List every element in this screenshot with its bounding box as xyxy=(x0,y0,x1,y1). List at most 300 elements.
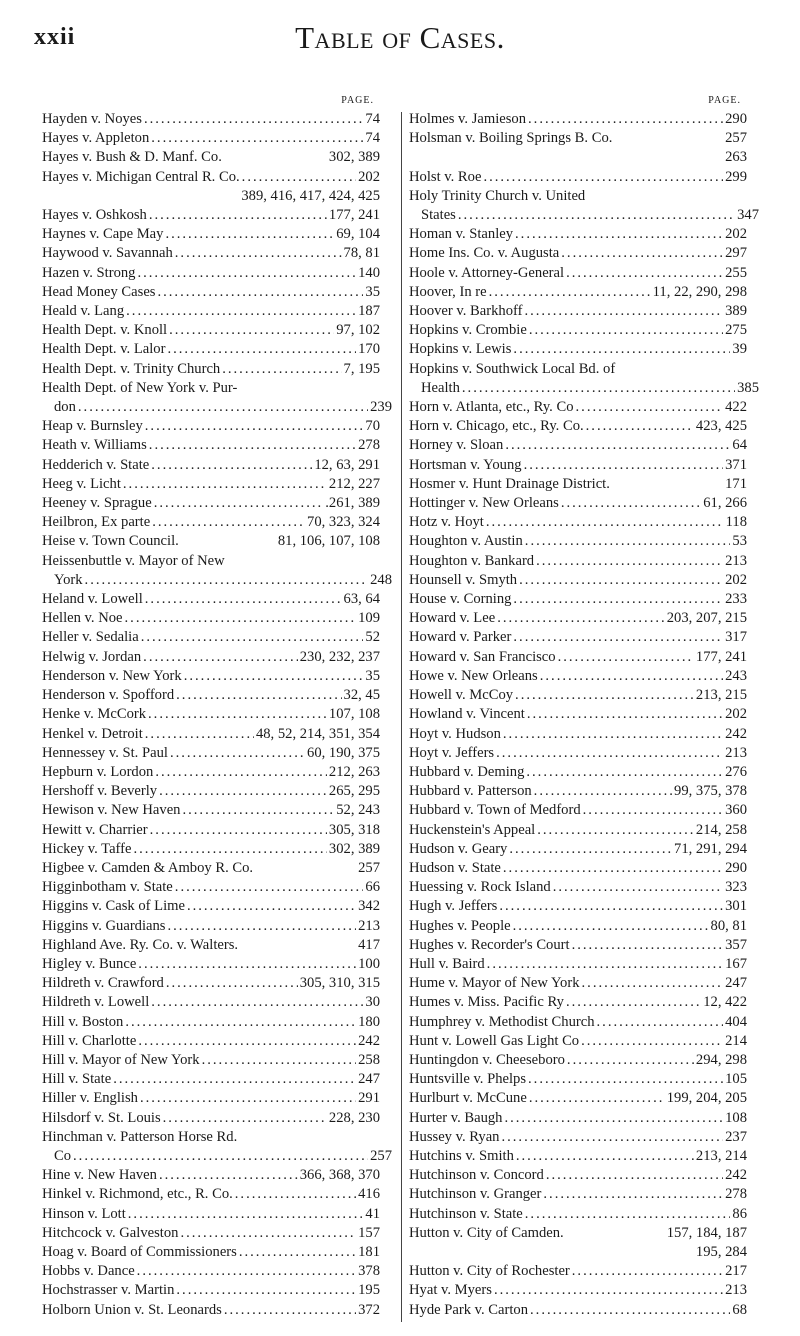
case-entry xyxy=(42,821,380,840)
case-pages: 80, 81 xyxy=(710,917,747,934)
case-entry xyxy=(42,628,380,647)
dot-leader xyxy=(515,225,723,244)
case-entry xyxy=(409,686,747,705)
case-pages: 233 xyxy=(725,591,747,608)
case-name: Hutchinson v. State xyxy=(409,1205,523,1222)
dot-leader xyxy=(516,1147,694,1166)
dot-leader xyxy=(159,1166,298,1185)
case-entry xyxy=(409,1224,747,1243)
dot-leader xyxy=(141,628,364,647)
case-pages: 109 xyxy=(358,610,380,627)
case-name: House v. Corning xyxy=(409,591,512,608)
case-pages: 265, 295 xyxy=(328,783,380,800)
case-entry xyxy=(409,725,747,744)
case-pages: 170 xyxy=(358,341,380,358)
case-entry xyxy=(42,283,380,302)
case-name: Huntingdon v. Cheeseboro xyxy=(409,1051,565,1068)
dot-leader xyxy=(586,417,694,436)
right-column xyxy=(409,92,759,1320)
dot-leader xyxy=(176,686,341,705)
dot-leader xyxy=(503,859,723,878)
case-entry xyxy=(409,244,747,263)
dot-leader xyxy=(513,628,723,647)
case-entry xyxy=(409,1013,747,1032)
case-name: Higgins v. Cask of Lime xyxy=(42,898,185,915)
case-pages: 275 xyxy=(725,322,747,339)
dot-leader xyxy=(143,648,298,667)
dot-leader xyxy=(175,878,364,897)
case-name: Hewison v. New Haven xyxy=(42,802,181,819)
dot-leader xyxy=(561,494,701,513)
case-name: Hickey v. Taffe xyxy=(42,840,132,857)
dot-leader xyxy=(496,744,723,763)
dot-leader xyxy=(202,1051,357,1070)
case-name: Hudson v. State xyxy=(409,859,501,876)
case-entry xyxy=(409,648,747,667)
case-name: Hellen v. Noe xyxy=(42,610,123,627)
case-name: Hayes v. Appleton xyxy=(42,130,150,147)
case-pages: 66 xyxy=(365,879,380,896)
page-header xyxy=(0,10,800,60)
case-name: Hume v. Mayor of New York xyxy=(409,975,580,992)
dot-leader xyxy=(537,821,694,840)
case-entry xyxy=(409,628,747,647)
case-pages: 305, 318 xyxy=(328,821,380,838)
case-name: Holborn Union v. St. Leonards xyxy=(42,1301,222,1318)
case-pages: 68 xyxy=(732,1301,747,1318)
case-entry xyxy=(409,571,747,590)
dot-leader xyxy=(561,244,723,263)
dot-leader xyxy=(528,110,723,129)
case-entry xyxy=(409,590,747,609)
dot-leader xyxy=(525,532,731,551)
case-pages: 48, 52, 214, 351, 354 xyxy=(255,725,380,742)
case-name: Hayes v. Bush & D. Manf. Co. xyxy=(42,149,222,166)
case-name: Howard v. Lee xyxy=(409,610,496,627)
case-name: Huessing v. Rock Island xyxy=(409,879,551,896)
case-entry xyxy=(42,513,380,532)
case-entry xyxy=(42,1109,380,1128)
case-pages: 278 xyxy=(725,1186,747,1203)
case-pages: 230, 232, 237 xyxy=(299,648,380,665)
case-pages: 157 xyxy=(358,1224,380,1241)
case-pages: 258 xyxy=(358,1051,380,1068)
case-name: Hortsman v. Young xyxy=(409,456,522,473)
case-entry xyxy=(42,1070,380,1089)
case-name: Hunt v. Lowell Gas Light Co xyxy=(409,1032,580,1049)
case-pages: 74 xyxy=(365,111,380,127)
dot-leader xyxy=(524,302,723,321)
dot-leader xyxy=(489,283,651,302)
dot-leader xyxy=(503,725,723,744)
case-pages: .261, 389 xyxy=(325,495,380,512)
case-pages: 239 xyxy=(370,399,392,416)
case-pages: 71, 291, 294 xyxy=(674,840,747,857)
case-entry xyxy=(409,705,747,724)
case-pages: 217 xyxy=(725,1263,747,1280)
case-pages: 212, 227 xyxy=(328,475,380,492)
case-entry xyxy=(409,552,747,571)
dot-leader xyxy=(138,1032,356,1051)
dot-leader xyxy=(536,552,723,571)
case-entry xyxy=(42,532,380,551)
case-entry xyxy=(42,897,380,916)
case-name: Heath v. Williams xyxy=(42,437,147,454)
case-pages: 86 xyxy=(732,1205,747,1222)
case-name: Hutchinson v. Concord xyxy=(409,1167,544,1184)
case-pages: 195, 284 xyxy=(695,1243,747,1260)
case-pages: 247 xyxy=(725,975,747,992)
case-entry xyxy=(409,494,747,513)
case-name: Huntsville v. Phelps xyxy=(409,1071,527,1088)
case-pages: 213, 215 xyxy=(695,687,747,704)
case-pages: 389, 416, 417, 424, 425 xyxy=(241,187,380,204)
case-name: States xyxy=(421,207,456,224)
case-name: Hinkel v. Richmond, etc., R. Co. xyxy=(42,1186,233,1203)
case-entry xyxy=(409,110,747,129)
dot-leader xyxy=(166,974,298,993)
case-entry xyxy=(409,1051,747,1070)
case-entry xyxy=(42,609,380,628)
case-name: Humphrey v. Methodist Church xyxy=(409,1013,595,1030)
case-pages: 99, 375, 378 xyxy=(674,783,747,800)
case-pages: 323 xyxy=(725,879,747,896)
case-name: Hull v. Baird xyxy=(409,955,485,972)
dot-leader xyxy=(486,513,724,532)
case-pages: 290 xyxy=(725,111,747,127)
case-pages: 181 xyxy=(358,1243,380,1260)
case-pages: 297 xyxy=(725,245,747,262)
dot-leader xyxy=(558,648,694,667)
case-entry xyxy=(42,1128,380,1147)
case-entry xyxy=(42,1147,392,1166)
case-name: Houghton v. Austin xyxy=(409,533,523,550)
case-entry xyxy=(409,1032,747,1051)
case-pages: 118 xyxy=(725,514,747,531)
case-name: Huckenstein's Appeal xyxy=(409,821,536,838)
case-name: Hershoff v. Beverly xyxy=(42,783,158,800)
case-pages: 157, 184, 187 xyxy=(666,1224,747,1241)
case-entry xyxy=(42,129,380,148)
case-entry xyxy=(42,494,380,513)
case-pages: 12, 63, 291 xyxy=(314,456,380,473)
case-pages: 242 xyxy=(725,725,747,742)
case-entry xyxy=(409,436,747,455)
case-pages: 213 xyxy=(725,744,747,761)
case-pages: 290 xyxy=(725,859,747,876)
dot-leader xyxy=(180,1224,356,1243)
case-name: Hine v. New Haven xyxy=(42,1167,157,1184)
case-entry xyxy=(409,782,747,801)
case-pages: 32, 45 xyxy=(343,687,380,704)
case-pages: 171 xyxy=(725,475,747,492)
case-pages: 100 xyxy=(358,955,380,972)
case-entry xyxy=(42,264,380,283)
dot-leader xyxy=(148,705,327,724)
case-name: Henderson v. Spofford xyxy=(42,687,175,704)
case-name: Hilsdorf v. St. Louis xyxy=(42,1109,161,1126)
case-name: Home Ins. Co. v. Augusta xyxy=(409,245,560,262)
case-name: Heilbron, Ex parte xyxy=(42,514,151,531)
dot-leader xyxy=(163,1109,327,1128)
dot-leader xyxy=(572,1262,723,1281)
case-pages: 257 xyxy=(370,1147,392,1164)
case-entry xyxy=(42,148,380,167)
case-pages: 302, 389 xyxy=(328,840,380,857)
case-name: Haynes v. Cape May xyxy=(42,226,164,243)
dot-leader xyxy=(125,1013,356,1032)
case-entry xyxy=(42,686,380,705)
case-pages: 422 xyxy=(725,399,747,416)
case-entry xyxy=(409,360,747,379)
case-entry xyxy=(42,302,380,321)
case-name: Holy Trinity Church v. United xyxy=(409,187,586,204)
dot-leader xyxy=(534,782,672,801)
case-entry xyxy=(42,878,380,897)
case-pages: 30 xyxy=(365,994,380,1011)
dot-leader xyxy=(458,206,735,225)
case-entry xyxy=(42,1281,380,1300)
case-name: Hutton v. City of Rochester xyxy=(409,1263,570,1280)
case-entry xyxy=(42,206,380,225)
dot-leader xyxy=(553,878,723,897)
case-name: Hiller v. English xyxy=(42,1090,138,1107)
case-entry xyxy=(42,1185,380,1204)
case-name: Hoover, In re xyxy=(409,283,487,300)
case-pages: 257 xyxy=(358,859,380,876)
dot-leader xyxy=(235,1185,356,1204)
case-entry xyxy=(42,725,380,744)
case-pages: 242 xyxy=(725,1167,747,1184)
case-entry xyxy=(409,1281,747,1300)
case-entry xyxy=(409,897,747,916)
dot-leader xyxy=(483,168,723,187)
case-name: Howland v. Vincent xyxy=(409,706,525,723)
case-name: Hurter v. Baugh xyxy=(409,1109,503,1126)
case-entry xyxy=(42,187,380,206)
case-entry xyxy=(42,974,380,993)
case-name: Hyde Park v. Carton xyxy=(409,1301,529,1318)
dot-leader xyxy=(513,340,730,359)
case-entry xyxy=(409,744,747,763)
case-pages: 70 xyxy=(365,418,380,435)
case-entry xyxy=(42,1205,380,1224)
case-name: Heap v. Burnsley xyxy=(42,418,143,435)
case-name: Hayes v. Michigan Central R. Co. xyxy=(42,168,240,185)
case-name: Hudson v. Geary xyxy=(409,840,508,857)
dot-leader xyxy=(149,436,356,455)
case-name: Hill v. Mayor of New York xyxy=(42,1051,200,1068)
case-entry xyxy=(42,1301,380,1320)
case-entry xyxy=(42,321,380,340)
case-name: Health Dept. v. Lalor xyxy=(42,341,166,358)
case-name: Hennessey v. St. Paul xyxy=(42,744,168,761)
dot-leader xyxy=(487,955,723,974)
case-entry xyxy=(409,379,759,398)
case-pages: 61, 266 xyxy=(703,495,747,512)
case-name: Hepburn v. Lordon xyxy=(42,763,154,780)
case-name: Co xyxy=(54,1147,72,1164)
case-pages: 12, 422 xyxy=(703,994,747,1011)
dot-leader xyxy=(525,1205,731,1224)
dot-leader xyxy=(519,571,723,590)
case-name: Hedderich v. State xyxy=(42,456,150,473)
case-name: Howell v. McCoy xyxy=(409,687,514,704)
case-pages: 247 xyxy=(358,1071,380,1088)
case-entry xyxy=(42,705,380,724)
case-pages: 35 xyxy=(365,283,380,300)
case-pages: 214, 258 xyxy=(695,821,747,838)
case-name: Heissenbuttle v. Mayor of New xyxy=(42,552,225,569)
case-entry xyxy=(409,763,747,782)
case-name: Howard v. San Francisco xyxy=(409,648,556,665)
case-name: Horn v. Chicago, etc., Ry. Co. xyxy=(409,418,584,435)
case-pages: 78, 81 xyxy=(343,245,380,262)
case-entry xyxy=(409,302,747,321)
case-entry xyxy=(42,1089,380,1108)
case-name: Hildreth v. Crawford xyxy=(42,975,164,992)
case-entry xyxy=(409,168,747,187)
case-pages: 342 xyxy=(358,898,380,915)
case-entry xyxy=(409,1243,747,1262)
case-name: Humes v. Miss. Pacific Ry xyxy=(409,994,564,1011)
dot-leader xyxy=(566,264,723,283)
case-pages: 177, 241 xyxy=(328,207,380,224)
case-pages: 108 xyxy=(725,1109,747,1126)
case-pages: 416 xyxy=(358,1186,380,1203)
case-pages: 263 xyxy=(725,149,747,166)
case-pages: 180 xyxy=(358,1013,380,1030)
case-entry xyxy=(42,168,380,187)
dot-leader xyxy=(176,1281,356,1300)
case-name: Hayden v. Noyes xyxy=(42,111,142,127)
case-pages: 64 xyxy=(732,437,747,454)
case-name: Heeg v. Licht xyxy=(42,475,121,492)
case-name: Homan v. Stanley xyxy=(409,226,514,243)
dot-leader xyxy=(167,340,356,359)
case-pages: 52, 243 xyxy=(336,802,380,819)
case-pages: 302, 389 xyxy=(328,149,380,166)
case-pages: 423, 425 xyxy=(695,418,747,435)
case-pages: 81, 106, 107, 108 xyxy=(277,533,380,550)
dot-leader xyxy=(144,110,363,129)
case-entry xyxy=(409,801,747,820)
case-name: Health Dept. v. Knoll xyxy=(42,322,168,339)
case-pages: 357 xyxy=(725,936,747,953)
case-name: Higginbotham v. State xyxy=(42,879,173,896)
case-pages: 299 xyxy=(725,168,747,185)
case-name: Haywood v. Savannah xyxy=(42,245,173,262)
case-entry xyxy=(409,1128,747,1147)
dot-leader xyxy=(78,398,368,417)
case-pages: 70, 323, 324 xyxy=(307,514,380,531)
dot-leader xyxy=(494,1281,723,1300)
case-name: Hewitt v. Charrier xyxy=(42,821,148,838)
dot-leader xyxy=(239,1243,356,1262)
case-name: Hopkins v. Crombie xyxy=(409,322,527,339)
case-pages: 41 xyxy=(365,1205,380,1222)
case-entry xyxy=(409,1166,747,1185)
case-name: Higgins v. Guardians xyxy=(42,917,166,934)
case-pages: 276 xyxy=(725,763,747,780)
dot-leader xyxy=(159,782,327,801)
case-pages: 212, 263 xyxy=(328,763,380,780)
case-pages: 242 xyxy=(358,1032,380,1049)
case-entry xyxy=(409,340,747,359)
dot-leader xyxy=(543,1185,723,1204)
dot-leader xyxy=(170,744,305,763)
dot-leader xyxy=(140,1089,356,1108)
case-entry xyxy=(42,801,380,820)
case-entry xyxy=(42,840,380,859)
dot-leader xyxy=(126,302,356,321)
case-name: Hounsell v. Smyth xyxy=(409,571,518,588)
case-entry xyxy=(409,1262,747,1281)
case-name: Hazen v. Strong xyxy=(42,264,136,281)
dot-leader xyxy=(583,801,723,820)
left-column xyxy=(42,92,392,1320)
case-pages: 107, 108 xyxy=(328,706,380,723)
case-pages: 385 xyxy=(737,379,759,396)
case-entry xyxy=(409,936,747,955)
case-name: Hoover v. Barkhoff xyxy=(409,303,523,320)
dot-leader xyxy=(128,1205,364,1224)
case-entry xyxy=(42,225,380,244)
case-name: Hoyt v. Hudson xyxy=(409,725,501,742)
column-divider xyxy=(401,112,402,1322)
dot-leader xyxy=(137,1262,356,1281)
case-entry xyxy=(409,1205,747,1224)
case-name: Hottinger v. New Orleans xyxy=(409,495,559,512)
dot-leader xyxy=(123,475,327,494)
dot-leader xyxy=(509,840,672,859)
dot-leader xyxy=(152,513,305,532)
case-name: Hughes v. People xyxy=(409,917,511,934)
case-pages: 202 xyxy=(358,168,380,185)
case-entry xyxy=(42,859,380,878)
dot-leader xyxy=(145,417,364,436)
dot-leader xyxy=(113,1070,356,1089)
case-entry xyxy=(409,609,747,628)
column-page-label: PAGE. xyxy=(708,95,741,106)
case-name: don xyxy=(54,399,76,416)
case-pages: 301 xyxy=(725,898,747,915)
case-pages: 366, 368, 370 xyxy=(299,1167,380,1184)
case-entry xyxy=(42,763,380,782)
dot-leader xyxy=(133,840,326,859)
case-pages: 97, 102 xyxy=(336,322,380,339)
dot-leader xyxy=(566,993,701,1012)
case-name: Hosmer v. Hunt Drainage District. xyxy=(409,475,610,492)
case-pages: 294, 298 xyxy=(695,1051,747,1068)
case-entry xyxy=(42,244,380,263)
case-name: Hoole v. Attorney-General xyxy=(409,264,565,281)
case-entry xyxy=(42,1013,380,1032)
case-name: Holmes v. Jamieson xyxy=(409,111,527,127)
case-pages: 60, 190, 375 xyxy=(307,744,380,761)
case-entry xyxy=(409,1109,747,1128)
case-pages: 347 xyxy=(737,207,759,224)
case-entry xyxy=(409,475,747,494)
dot-leader xyxy=(529,321,723,340)
case-name: Helwig v. Jordan xyxy=(42,648,142,665)
case-entry xyxy=(42,1224,380,1243)
case-pages: 195 xyxy=(358,1282,380,1299)
case-pages: 278 xyxy=(358,437,380,454)
case-entry xyxy=(409,532,747,551)
case-pages: 202 xyxy=(725,226,747,243)
case-name: Heller v. Sedalia xyxy=(42,629,139,646)
